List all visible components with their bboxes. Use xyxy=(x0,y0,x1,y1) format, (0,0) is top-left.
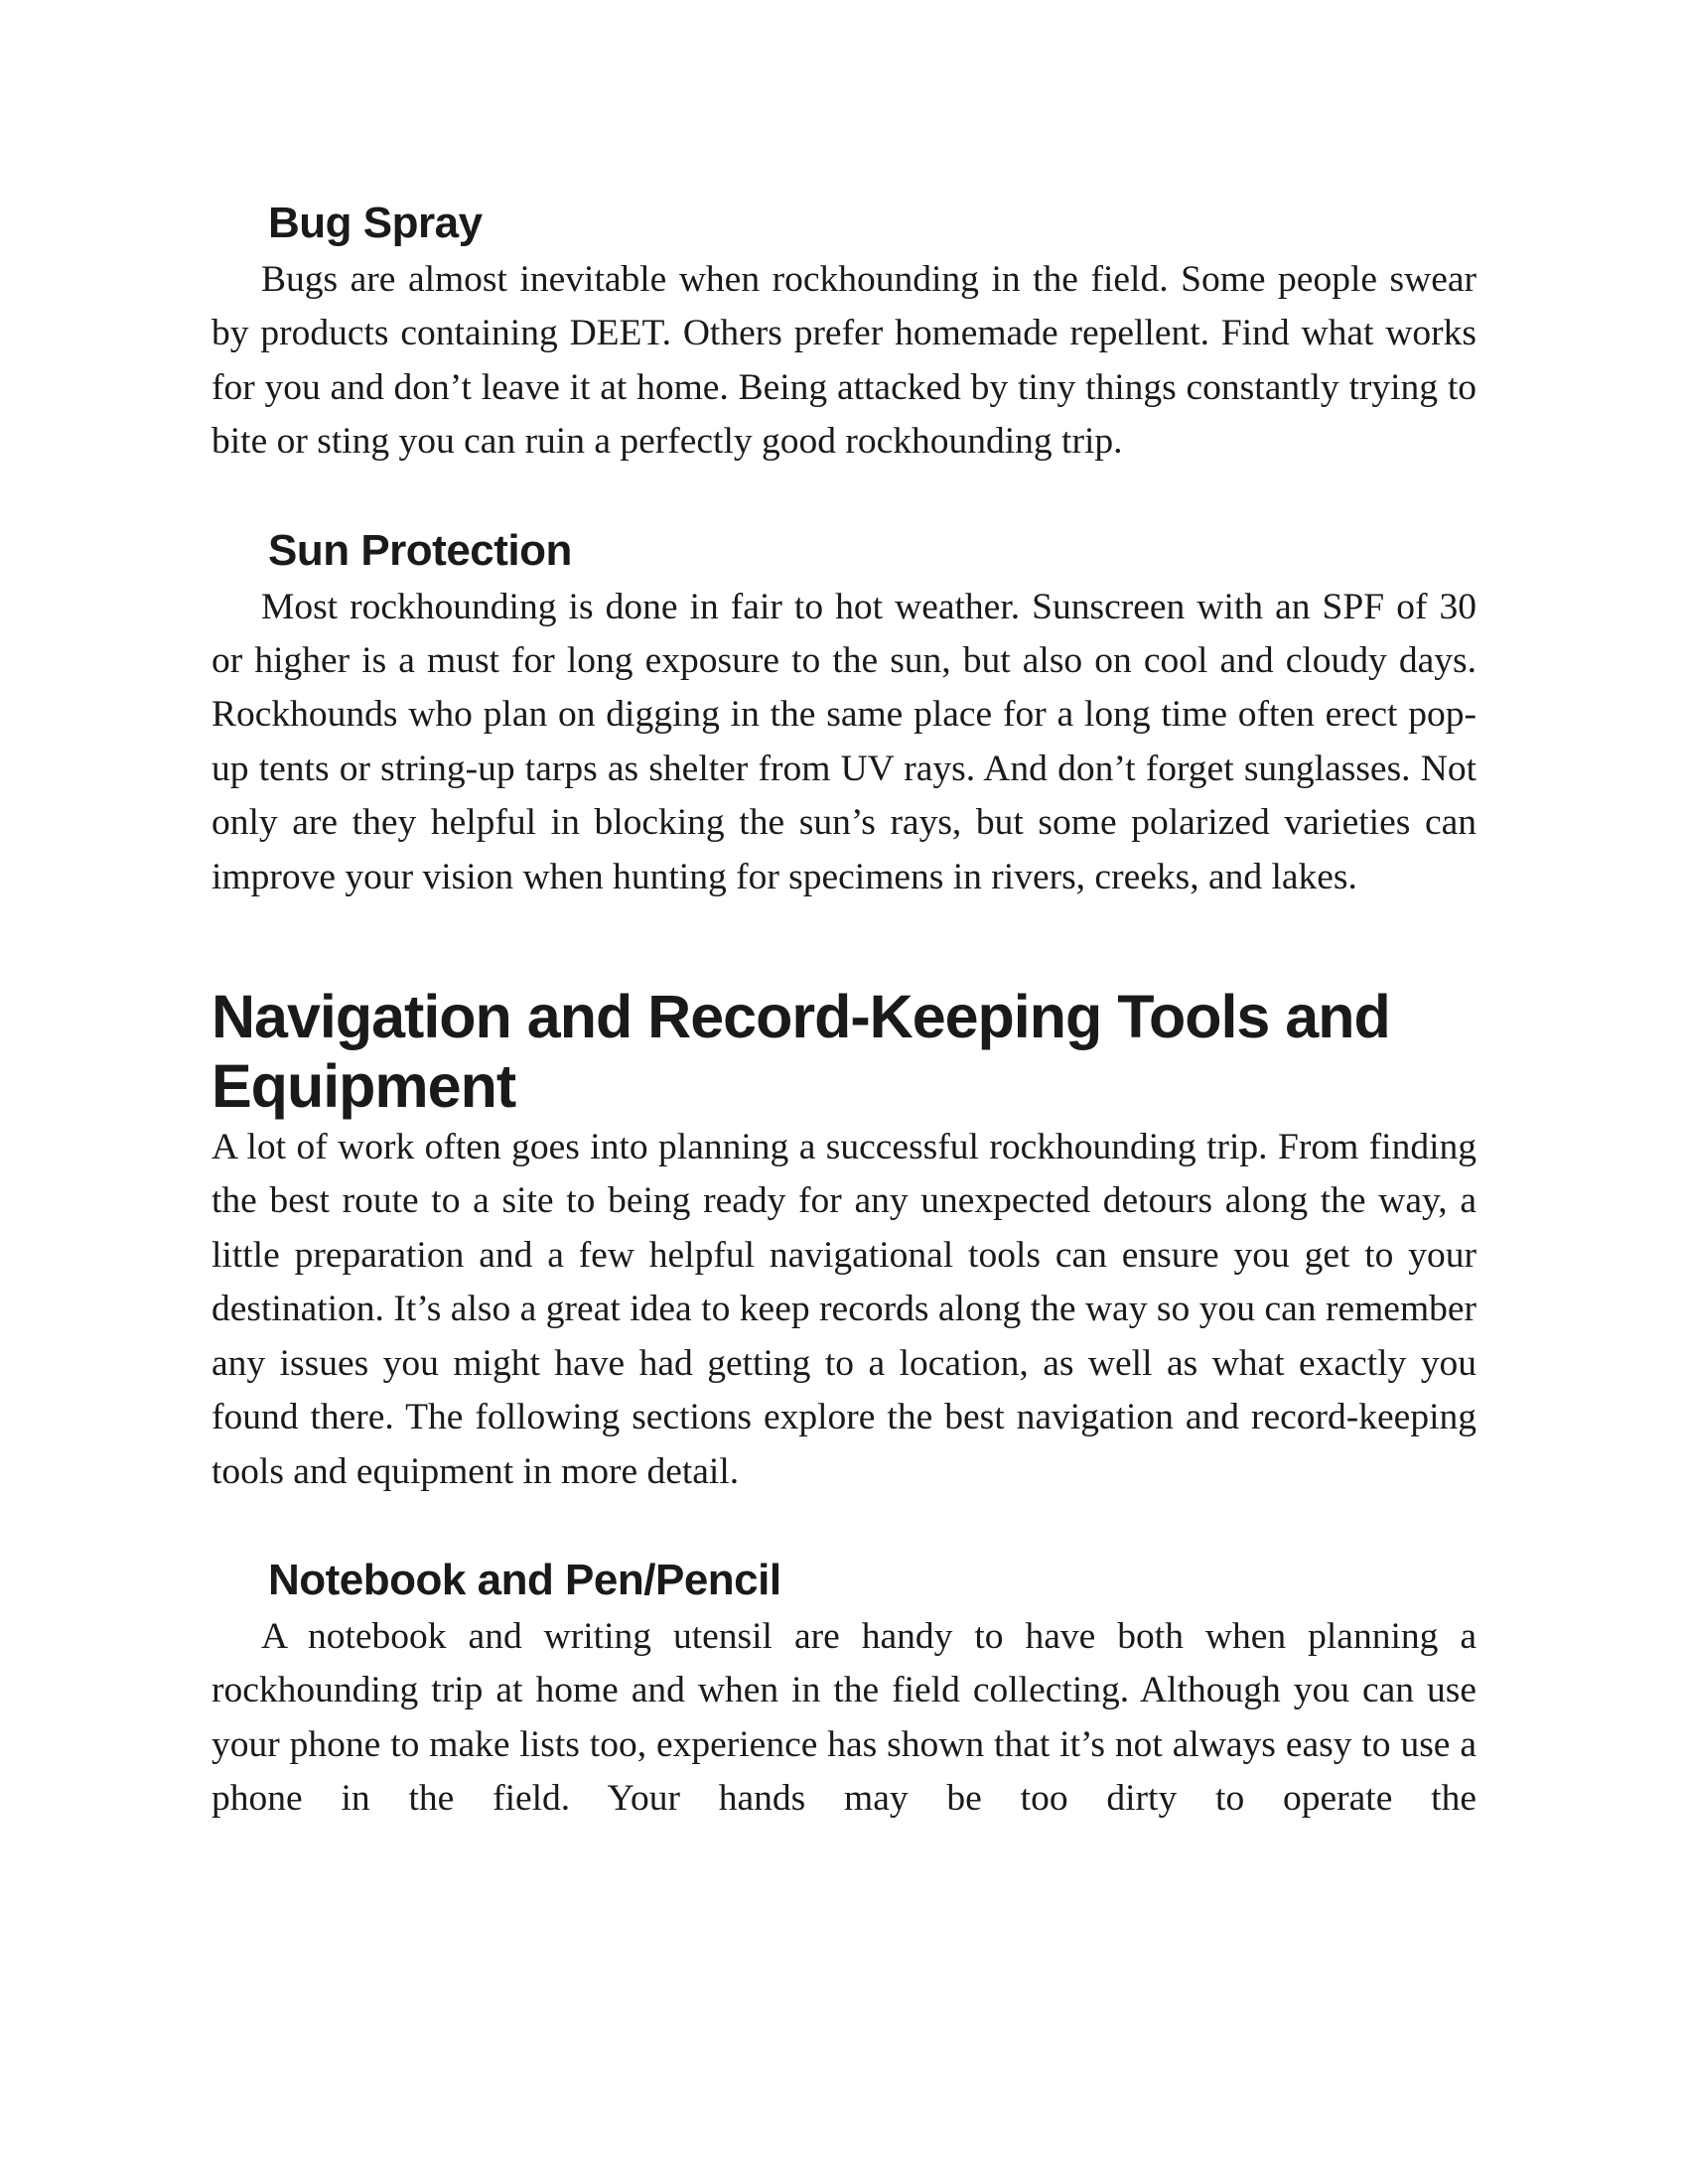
section-heading-notebook: Notebook and Pen/Pencil xyxy=(268,1555,781,1604)
section-heading-sun-protection: Sun Protection xyxy=(268,525,572,575)
document-page xyxy=(211,194,1477,1827)
spacer xyxy=(211,470,1477,521)
chapter-heading-navigation: Navigation and Record-Keeping Tools and Equipment xyxy=(211,983,1390,1121)
spacer xyxy=(211,1499,1477,1551)
section-heading-bug-spray: Bug Spray xyxy=(268,199,483,247)
paragraph-navigation: A lot of work often goes into planning a successful rockhounding trip. From finding the best route to a site to being ready for any unexpected detours along the way, a little preparation and a few helpful navigational tools can ensure you get to your destination. It’s also a great idea to keep records along the way so you can remember any issues you might have had getting to a location, as well as what exactly you found there. The following sections explore the best navigation and record-keeping tools and equipment in more detail. xyxy=(211,1127,1477,1492)
paragraph-notebook: A notebook and writing utensil are handy to have both when planning a rockhounding trip at home and when in the field collecting. Although you can use your phone to make lists too, experience has shown that it’s not always easy to use a phone in the field. Your hands may be too dirty to operate the xyxy=(211,1615,1477,1820)
paragraph-sun-protection: Most rockhounding is done in fair to hot weather. Sunscreen with an SPF of 30 or higher is a must for long exposure to the sun, but also on cool and cloudy days. Rockhounds who plan on digging in the same place for a long time often erect pop-up tents or string-up tarps as shelter from UV rays. And don’t forget sunglasses. Not only are they helpful in blocking the sun’s rays, but some polarized varieties can improve your vision when hunting for specimens in rivers, creeks, and lakes. xyxy=(211,586,1477,897)
spacer xyxy=(211,904,1477,982)
paragraph-bug-spray: Bugs are almost inevitable when rockhounding in the field. Some people swear by products containing DEET. Others prefer homemade repellent. Find what works for you and don’t leave it at home. Being attacked by tiny things constantly trying to bite or sting you can ruin a perfectly good rockhounding trip. xyxy=(211,259,1477,463)
